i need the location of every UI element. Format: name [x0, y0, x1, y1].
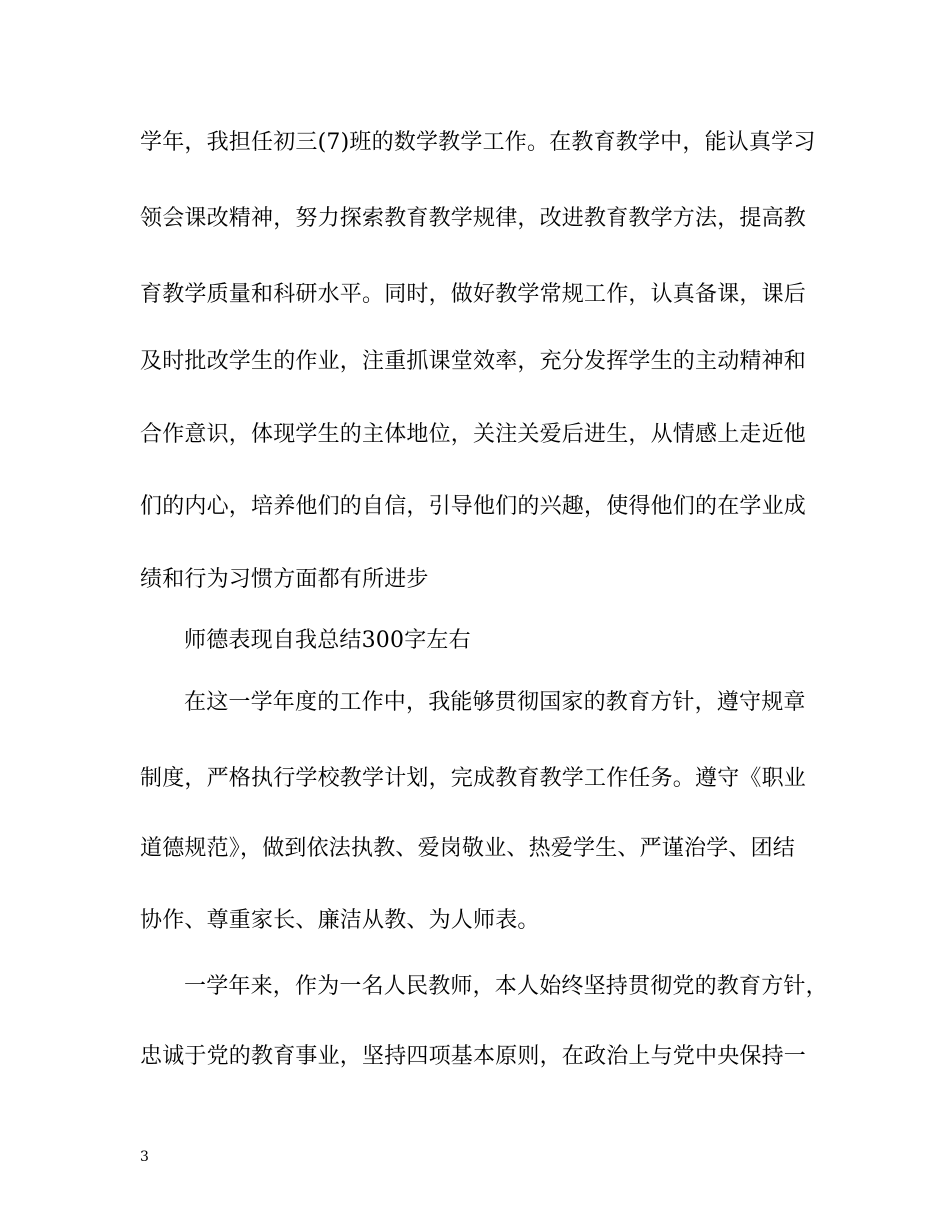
paragraph-line: 在这一学年度的工作中，我能够贯彻国家的教育方针，遵守规章	[184, 690, 806, 715]
paragraph-line: 及时批改学生的作业，注重抓课堂效率，充分发挥学生的主动精神和	[140, 349, 807, 374]
paragraph-line: 忠诚于党的教育事业，坚持四项基本原则，在政治上与党中央保持一	[140, 1044, 807, 1069]
paragraph-line: 绩和行为习惯方面都有所进步	[140, 567, 429, 592]
paragraph-line: 协作、尊重家长、廉洁从教、为人师表。	[140, 908, 540, 933]
paragraph-line: 制度，严格执行学校教学计划，完成教育教学工作任务。遵守《职业	[140, 766, 807, 791]
paragraph-line: 学年，我担任初三(7)班的数学教学工作。在教育教学中，能认真学习	[140, 130, 816, 155]
paragraph-line: 一学年来，作为一名人民教师，本人始终坚持贯彻党的教育方针，	[184, 974, 828, 999]
paragraph-line: 领会课改精神，努力探索教育教学规律，改进教育教学方法，提高教	[140, 206, 807, 231]
paragraph-line: 育教学质量和科研水平。同时，做好教学常规工作，认真备课，课后	[140, 282, 807, 307]
section-heading: 师德表现自我总结300字左右	[184, 628, 471, 653]
paragraph-line: 们的内心，培养他们的自信，引导他们的兴趣，使得他们的在学业成	[140, 494, 807, 519]
paragraph-line: 道德规范》，做到依法执教、爱岗敬业、热爱学生、严谨治学、团结	[140, 836, 796, 861]
paragraph-line: 合作意识，体现学生的主体地位，关注关爱后进生，从情感上走近他	[140, 422, 807, 447]
page-number: 3	[140, 1149, 149, 1165]
